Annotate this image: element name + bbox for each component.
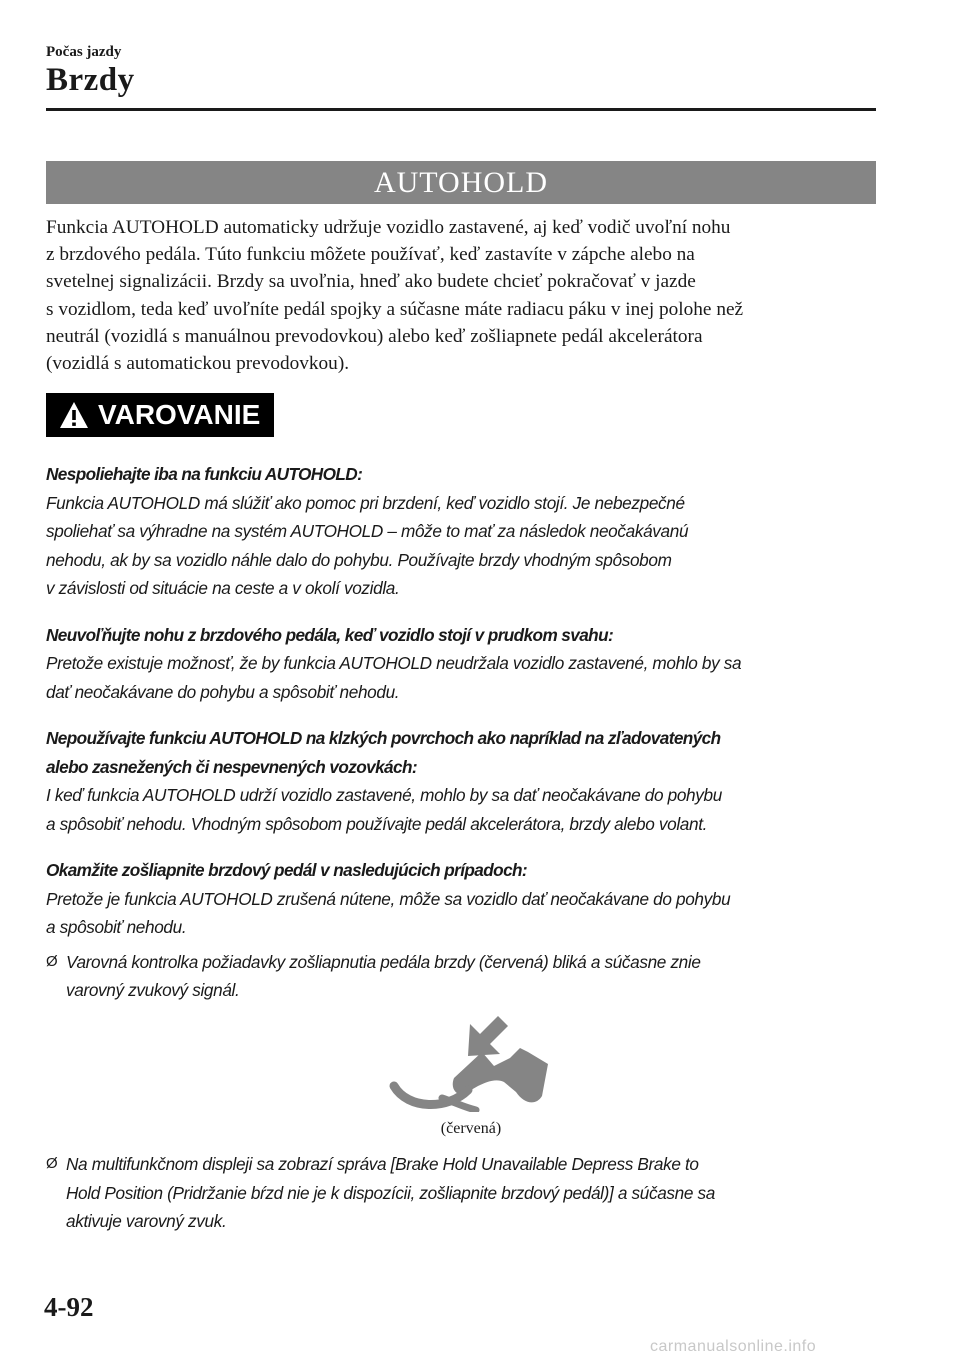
warning-heading: Neuvoľňujte nohu z brzdového pedála, keď vozidlo stojí v prudkom svahu: [46, 624, 614, 645]
warning-text: v závislosti od situácie na ceste a v okolí vozidla. [46, 578, 400, 598]
warning-heading: alebo zasnežených či nespevnených vozovkách: [46, 756, 417, 777]
breadcrumb: Počas jazdy [46, 44, 122, 60]
intro-paragraph [46, 214, 876, 377]
intro-line: neutrál (vozidlá s manuálnou prevodovkou) alebo keď zošliapnete pedál akcelerátora [46, 325, 703, 347]
list-item-text: Na multifunkčnom displeji sa zobrazí správa [Brake Hold Unavailable Depress Brake to [66, 1154, 699, 1174]
intro-line: s vozidlom, teda keď uvoľníte pedál spojky a súčasne máte radiacu páku v inej polohe než [46, 298, 744, 320]
title-divider [46, 108, 876, 111]
warning-text: a spôsobiť nehodu. Vhodným spôsobom používajte pedál akcelerátora, brzdy alebo volant. [46, 813, 708, 834]
warning-text: a spôsobiť nehodu. [46, 917, 187, 937]
section-heading: AUTOHOLD [46, 161, 876, 204]
intro-line: z brzdového pedála. Túto funkciu môžete používať, keď zastavíte v zápche alebo na [46, 244, 695, 266]
warning-text: Pretože existuje možnosť, že by funkcia AUTOHOLD neudržala vozidlo zastavené, mohlo by sa [46, 653, 742, 673]
bullet-arrow-icon: Ø [46, 952, 58, 970]
list-item [46, 948, 880, 1005]
warning-content [46, 460, 880, 1005]
page-title: Brzdy [46, 62, 135, 98]
warning-badge [46, 393, 274, 437]
warning-text: Pretože je funkcia AUTOHOLD zrušená nútene, môže sa vozidlo dať neočakávane do pohybu [46, 888, 731, 909]
intro-line: (vozidlá s automatickou prevodovkou). [46, 353, 350, 375]
brake-pedal-warning-icon [386, 1012, 556, 1112]
list-item-text: Varovná kontrolka požiadavky zošliapnutia pedála brzdy (červená) bliká a súčasne znie [66, 951, 701, 972]
icon-caption: (červená) [440, 1120, 502, 1137]
list-item-text: Hold Position (Pridržanie bŕzd nie je k dispozícii, zošliapnite brzdový pedál)] a súčasne sa [66, 1182, 715, 1203]
warning-badge-label: VAROVANIE [98, 399, 261, 430]
warning-heading: Nepoužívajte funkciu AUTOHOLD na klzkých povrchoch ako napríklad na zľadovatených [46, 728, 721, 748]
warning-text: spoliehať sa výhradne na systém AUTOHOLD – môže to mať za následok neočakávanú [46, 521, 689, 541]
intro-line: svetelnej signalizácii. Brzdy sa uvoľnia, hneď ako budete chcieť pokračovať v jazde [46, 271, 696, 293]
list-item-text: aktivuje varovný zvuk. [66, 1211, 227, 1231]
warning-text: nehodu, ak by sa vozidlo náhle dalo do pohybu. Používajte brzdy vhodným spôsobom [46, 549, 672, 570]
warning-text: Funkcia AUTOHOLD má slúžiť ako pomoc pri brzdení, keď vozidlo stojí. Je nebezpečné [46, 492, 685, 513]
warning-triangle-icon [58, 400, 90, 430]
bullet-arrow-icon: Ø [46, 1155, 58, 1172]
list-item [46, 1150, 880, 1236]
warning-content-continued [46, 1150, 880, 1236]
intro-line: Funkcia AUTOHOLD automaticky udržuje vozidlo zastavené, aj keď vodič uvoľní nohu [46, 217, 731, 238]
warning-text: dať neočakávane do pohybu a spôsobiť nehodu. [46, 681, 400, 702]
page-number: 4-92 [44, 1292, 94, 1322]
warning-heading: Okamžite zošliapnite brzdový pedál v nasledujúcich prípadoch: [46, 860, 528, 880]
warning-heading: Nespoliehajte iba na funkciu AUTOHOLD: [46, 464, 363, 484]
list-item-text: varovný zvukový signál. [66, 980, 240, 1000]
warning-text: I keď funkcia AUTOHOLD udrží vozidlo zastavené, mohlo by sa dať neočakávane do pohybu [46, 785, 722, 805]
watermark: carmanualsonline.info [650, 1338, 817, 1355]
